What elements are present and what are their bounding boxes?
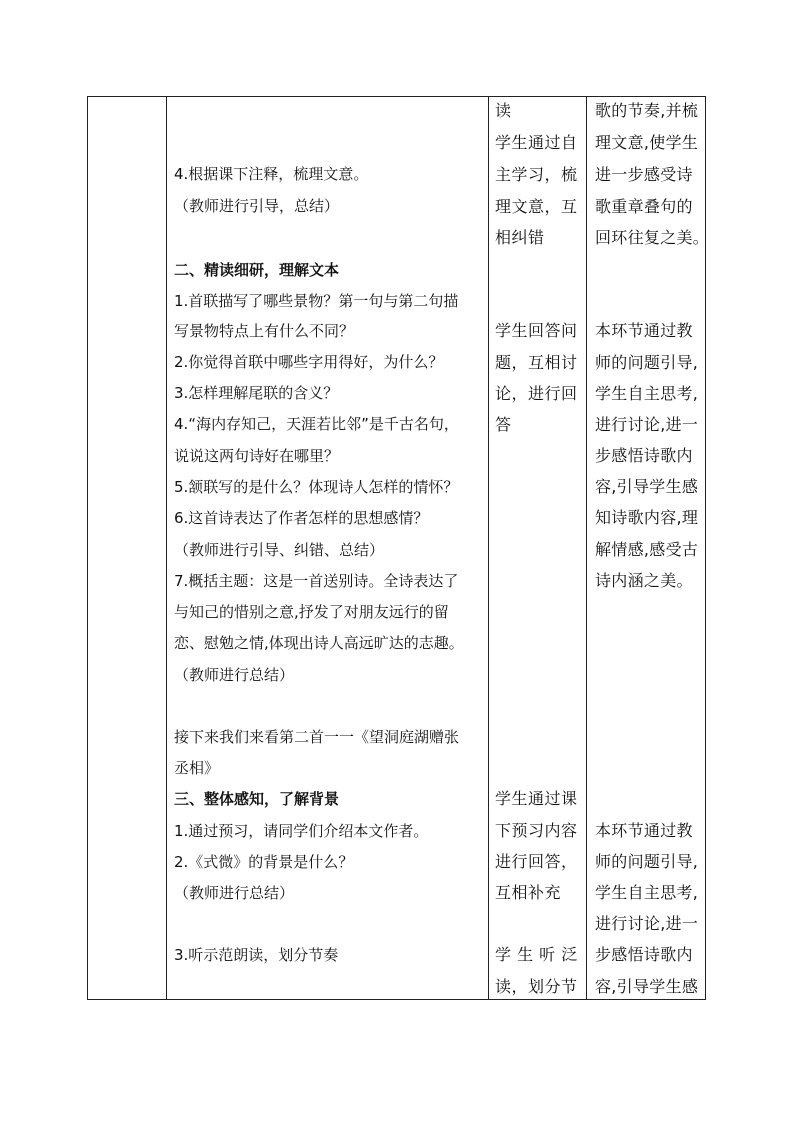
column-divider-1 (166, 97, 167, 999)
column-divider-2 (488, 97, 489, 999)
design-intent-line: 学生自主思考, (595, 883, 699, 902)
design-intent-line: 歌的节奏,并梳 (595, 101, 699, 120)
student-activity-line: 理文意，互 (495, 197, 578, 216)
student-activity-line: 学生通过课 (495, 789, 578, 808)
content-line: 2.你觉得首联中哪些字用得好，为什么？ (174, 353, 444, 371)
content-line: （教师进行引导、纠错、总结） (174, 541, 385, 559)
content-line: 写景物特点上有什么不同？ (174, 322, 355, 340)
student-activity-line: 学 生 听 泛 (495, 945, 578, 964)
content-line: 恋、慰勉之情,体现出诗人高远旷达的志趣。 (174, 634, 464, 652)
content-line: 5.颔联写的是什么？体现诗人怎样的情怀？ (174, 478, 459, 496)
content-line: 4.根据课下注释，梳理文意。 (174, 165, 369, 183)
design-intent-line: 理文意,使学生 (595, 133, 699, 152)
design-intent-line: 歌重章叠句的 (595, 197, 693, 216)
design-intent-line: 进行讨论,进一 (595, 914, 699, 933)
student-activity-line: 互相补充 (495, 883, 562, 902)
content-line: 6.这首诗表达了作者怎样的思想感情？ (174, 509, 429, 527)
design-intent-line: 师的问题引导, (595, 852, 699, 871)
design-intent-line: 师的问题引导, (595, 353, 699, 372)
content-line: 7.概括主题：这是一首送别诗。全诗表达了 (174, 572, 459, 590)
design-intent-line: 学生自主思考, (595, 384, 699, 403)
content-line: （教师进行总结） (174, 884, 295, 902)
student-activity-line: 下预习内容 (495, 821, 578, 840)
content-line: 2.《式微》的背景是什么？ (174, 853, 354, 871)
content-line: 3.听示范朗读，划分节奏 (174, 946, 339, 964)
design-intent-line: 进行讨论,进一 (595, 415, 699, 434)
design-intent-line: 进一步感受诗 (595, 165, 693, 184)
design-intent-line: 容,引导学生感 (595, 477, 699, 496)
student-activity-line: 相纠错 (495, 228, 545, 247)
content-line: 4.“海内存知己，天涯若比邻”是千古名句， (174, 415, 459, 433)
content-line: 说说这两句诗好在哪里？ (174, 447, 340, 465)
content-line: 1.通过预习，请同学们介绍本文作者。 (174, 822, 429, 840)
design-intent-line: 容,引导学生感 (595, 977, 699, 996)
column-divider-3 (586, 97, 587, 999)
student-activity-line: 读 (495, 101, 512, 120)
content-line: 丞相》 (174, 759, 220, 777)
content-line: 1.首联描写了哪些景物？第一句与第二句描 (174, 292, 459, 310)
content-line: （教师进行总结） (174, 666, 295, 684)
student-activity-line: 主学习，梳 (495, 165, 578, 184)
content-line: 3.怎样理解尾联的含义？ (174, 384, 339, 402)
design-intent-line: 步感悟诗歌内 (595, 446, 693, 465)
design-intent-line: 本环节通过教 (595, 321, 693, 340)
student-activity-line: 学生回答问 (495, 321, 578, 340)
design-intent-line: 诗内涵之美。 (595, 571, 693, 590)
content-line: 与知己的惜别之意,抒发了对朋友远行的留 (174, 603, 449, 621)
student-activity-line: 读，划分节 (495, 977, 578, 996)
design-intent-line: 回环往复之美。 (595, 228, 710, 247)
design-intent-line: 知诗歌内容,理 (595, 508, 699, 527)
section-heading: 二、精读细研，理解文本 (174, 261, 340, 279)
content-line: （教师进行引导，总结） (174, 197, 340, 215)
student-activity-line: 论，进行回 (495, 384, 578, 403)
student-activity-line: 学生通过自 (495, 133, 578, 152)
student-activity-line: 进行回答， (495, 852, 578, 871)
content-line: 接下来我们来看第二首一一《望洞庭湖赠张 (174, 728, 460, 746)
student-activity-line: 题，互相讨 (495, 353, 578, 372)
design-intent-line: 本环节通过教 (595, 821, 693, 840)
section-heading: 三、整体感知，了解背景 (174, 790, 340, 808)
design-intent-line: 步感悟诗歌内 (595, 945, 693, 964)
student-activity-line: 答 (495, 415, 512, 434)
design-intent-line: 解情感,感受古 (595, 540, 699, 559)
